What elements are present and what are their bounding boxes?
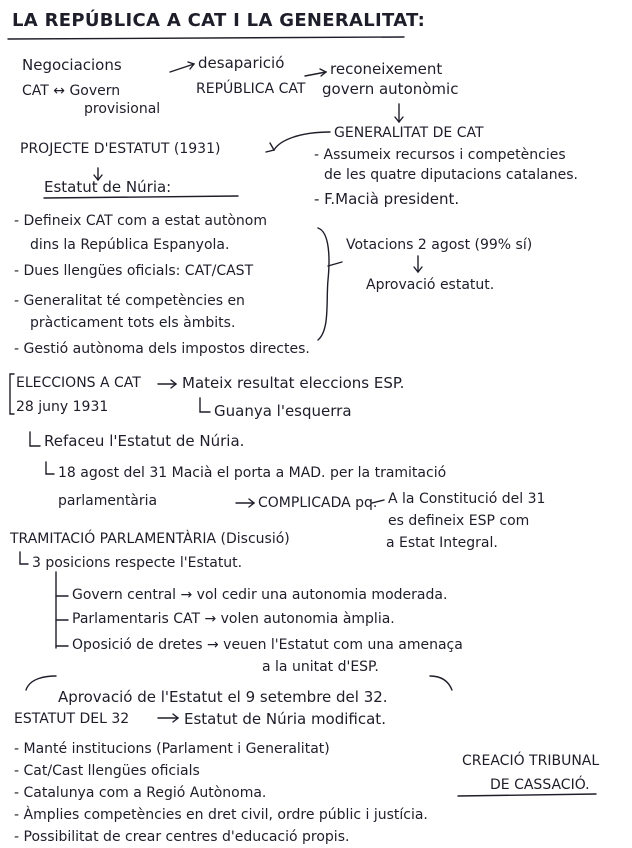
aprovacio-32-text: Aprovació de l'Estatut el 9 setembre del 32. — [58, 688, 388, 706]
nuria-heading: Estatut de Núria: — [44, 178, 172, 196]
posicions-text: 3 posicions respecte l'Estatut. — [32, 555, 243, 571]
votacions-text: Votacions 2 agost (99% sí) — [346, 237, 533, 253]
eleccions-date: 28 juny 1931 — [16, 399, 109, 415]
govern-autonomic-text: govern autonòmic — [322, 80, 459, 98]
constitucio-line-1: A la Constitució del 31 — [388, 491, 546, 507]
nuria-bracket — [318, 228, 329, 340]
assumeix-line-2: de les quatre diputacions catalanes. — [324, 167, 578, 183]
reconeixement-text: reconeixement — [330, 60, 443, 78]
eleccions-label: ELECCIONS A CAT — [16, 375, 141, 391]
constitucio-line-2: es defineix ESP com — [388, 513, 530, 529]
posicio-item-1: Govern central → vol cedir una autonomia moderada. — [72, 587, 448, 603]
nuria-item-4: - Generalitat té competències en — [14, 293, 245, 309]
title-underline — [8, 37, 404, 39]
estatut-32-item-4: - Àmplies competències en dret civil, ordre públic i justícia. — [14, 807, 428, 823]
complicada-text: COMPLICADA pq. — [258, 495, 378, 511]
hook-agost — [46, 462, 54, 474]
nuria-underline — [44, 196, 238, 198]
aprovacio-estatut-text: Aprovació estatut. — [366, 277, 495, 293]
hook-posicions — [20, 552, 28, 564]
estatut-32-item-5: - Possibilitat de crear centres d'educació propis. — [14, 829, 350, 845]
tramitacio-heading: TRAMITACIÓ PARLAMENTÀRIA (Discusió) — [10, 531, 290, 547]
page-title: LA REPÚBLICA A CAT I LA GENERALITAT: — [12, 10, 426, 31]
agost-line-2: parlamentària — [58, 493, 158, 509]
estatut-32-item-1: - Manté institucions (Parlament i Generalitat) — [14, 741, 330, 757]
provisional-text: provisional — [84, 101, 161, 117]
estatut-32-item-2: - Cat/Cast llengües oficials — [14, 763, 200, 779]
nuria-item-6: - Gestió autònoma dels impostos directes. — [14, 341, 310, 357]
estatut-32-item-3: - Catalunya com a Regió Autònoma. — [14, 785, 267, 801]
tribunal-line-1: CREACIÓ TRIBUNAL — [462, 753, 600, 769]
tribunal-line-2: DE CASSACIÓ. — [490, 777, 590, 793]
guanya-text: Guanya l'esquerra — [214, 402, 352, 420]
negociacions-text: Negociacions — [22, 56, 122, 74]
posicio-item-3: Oposició de dretes → veuen l'Estatut com una amenaça — [72, 637, 463, 653]
eleccions-bracket — [10, 374, 14, 414]
desaparicio-text: desaparició — [198, 54, 285, 72]
aprovacio-bracket — [26, 676, 56, 690]
refaceu-text: Refaceu l'Estatut de Núria. — [44, 432, 245, 450]
nuria-item-2: dins la República Espanyola. — [30, 237, 230, 253]
assumeix-line-1: - Assumeix recursos i competències — [314, 147, 566, 163]
tribunal-underline — [458, 794, 596, 796]
posicio-item-2: Parlamentaris CAT → volen autonomia àmplia. — [72, 611, 395, 627]
republica-cat-text: REPÚBLICA CAT — [196, 81, 306, 97]
nuria-item-1: - Defineix CAT com a estat autònom — [14, 213, 267, 229]
projecte-estatut-text: PROJECTE D'ESTATUT (1931) — [20, 141, 221, 157]
nuria-item-5: pràcticament tots els àmbits. — [30, 315, 236, 331]
constitucio-line-3: a Estat Integral. — [386, 535, 498, 551]
hook-refaceu — [30, 432, 40, 446]
generalitat-de-cat-text: GENERALITAT DE CAT — [334, 125, 484, 141]
modificat-text: Estatut de Núria modificat. — [184, 710, 386, 728]
agost-line-1: 18 agost del 31 Macià el porta a MAD. per la tramitació — [58, 465, 447, 481]
estatut-32-heading: ESTATUT DEL 32 — [14, 711, 130, 727]
nuria-item-3: - Dues llengües oficials: CAT/CAST — [14, 263, 254, 279]
macia-president-text: - F.Macià president. — [314, 190, 460, 208]
posicio-item-3b: a la unitat d'ESP. — [262, 659, 379, 675]
cat-govern-text: CAT ↔ Govern — [22, 83, 121, 99]
hook-guanya — [200, 398, 210, 412]
mateix-resultat-text: Mateix resultat eleccions ESP. — [182, 374, 405, 392]
